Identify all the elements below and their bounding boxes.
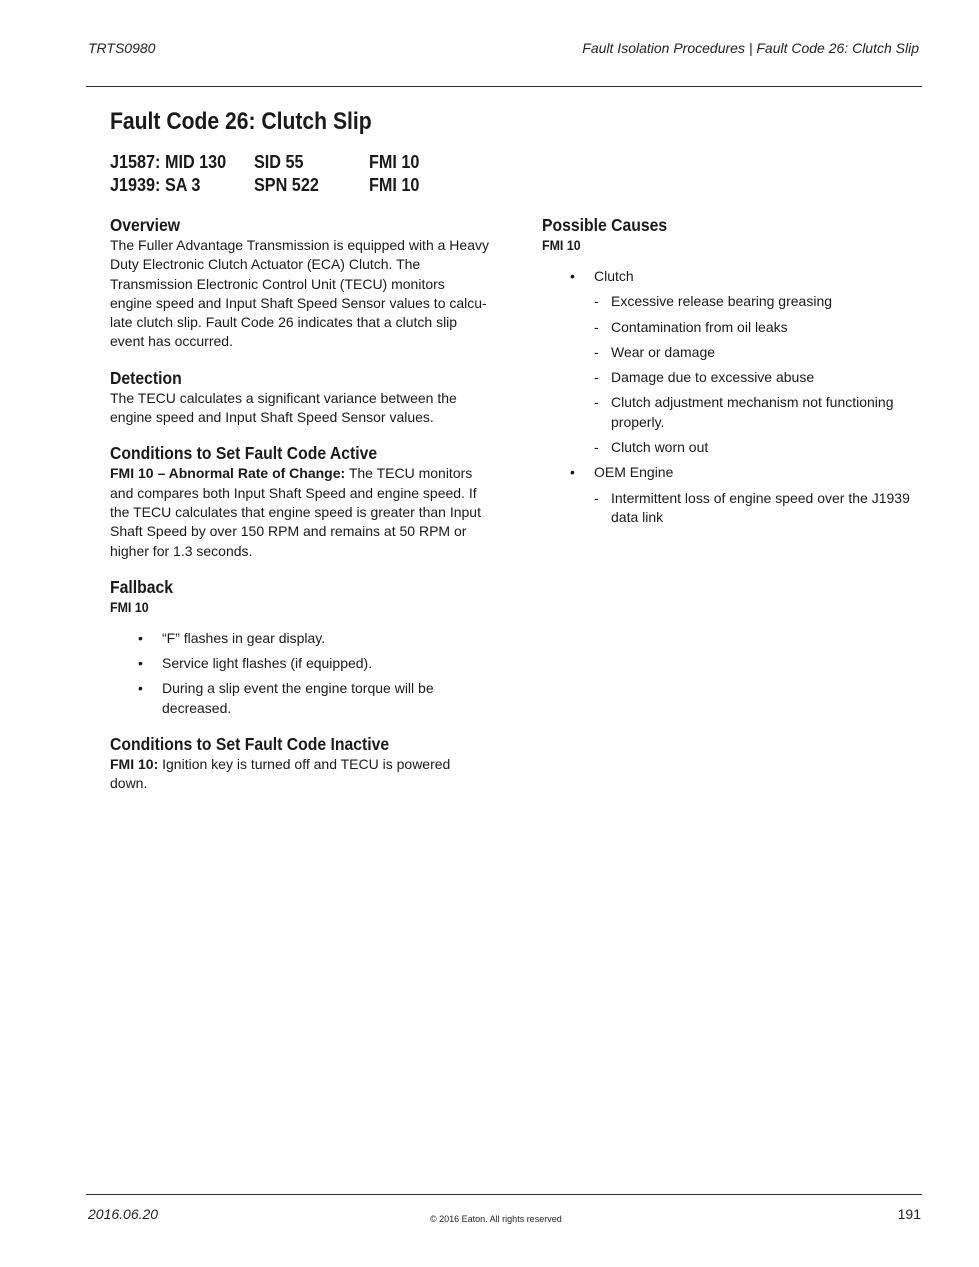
list-item	[594, 292, 922, 311]
list-item	[594, 368, 922, 387]
right-column	[542, 214, 922, 533]
dash-icon: -	[594, 369, 599, 386]
code-cell: J1587: MID 130	[110, 152, 227, 172]
bullet-icon: •	[138, 680, 143, 697]
fallback-section	[110, 576, 490, 718]
inactive-conditions-body: Ignition key is turned off and TECU is powered down.	[110, 756, 451, 792]
inactive-conditions-heading: Conditions to Set Fault Code Inactive	[110, 734, 390, 755]
possible-causes-fmi: FMI 10	[542, 238, 581, 253]
dash-icon: -	[594, 293, 599, 310]
list-item	[542, 267, 922, 457]
detection-section	[110, 367, 490, 428]
list-item-text: “F” flashes in gear display.	[162, 629, 326, 646]
active-conditions-heading: Conditions to Set Fault Code Active	[110, 443, 378, 464]
active-conditions-body: The TECU monitors and compares both Input Shaft Speed and engine speed. If the TECU calculates that engine speed is greater than Input Shaft Speed by over 150 RPM and remains at 50 RPM or higher for 1.3 seconds.	[110, 465, 481, 559]
oem-engine-cause-list	[594, 489, 922, 528]
bullet-icon: •	[570, 464, 575, 481]
fallback-fmi: FMI 10	[110, 599, 149, 615]
list-item-text: Clutch worn out	[611, 439, 709, 456]
bullet-icon: •	[570, 268, 575, 284]
active-conditions-section	[110, 442, 490, 560]
list-item-text: Intermittent loss of engine speed over the J1939 data link	[611, 489, 910, 525]
list-item	[594, 438, 922, 457]
list-item-text: Contamination from oil leaks	[611, 318, 788, 335]
code-cell: FMI 10	[369, 175, 420, 195]
inactive-conditions-section	[110, 733, 490, 794]
overview-section	[110, 214, 490, 352]
page-number: 191	[897, 1206, 921, 1222]
list-item-text: Service light flashes (if equipped).	[162, 655, 373, 672]
fallback-list	[110, 629, 490, 718]
footer-copyright: © 2016 Eaton. All rights reserved	[430, 1214, 562, 1224]
list-item	[110, 679, 490, 718]
active-conditions-lead: FMI 10 – Abnormal Rate of Change:	[110, 465, 346, 482]
list-item	[594, 489, 922, 528]
list-item	[594, 393, 922, 432]
list-item	[110, 654, 490, 673]
fallback-heading: Fallback	[110, 576, 174, 597]
clutch-cause-list	[594, 292, 922, 457]
header-section: Fault Isolation Procedures | Fault Code 26: Clutch Slip	[582, 40, 919, 56]
list-item-text: Excessive release bearing greasing	[611, 293, 833, 310]
code-cell: J1939: SA 3	[110, 175, 201, 195]
detection-text: The TECU calculates a significant variance between the engine speed and Input Shaft Speed Sensor values.	[110, 389, 457, 426]
bullet-icon: •	[138, 629, 143, 646]
cause-group-label: OEM Engine	[594, 464, 674, 481]
code-cell: SPN 522	[254, 175, 319, 195]
header-doc-id: TRTS0980	[88, 40, 156, 56]
active-conditions-text	[110, 464, 490, 560]
dash-icon: -	[594, 439, 599, 456]
list-item	[110, 629, 490, 648]
dash-icon: -	[594, 318, 599, 335]
code-cell: SID 55	[254, 152, 304, 172]
header-rule	[86, 86, 922, 87]
possible-causes-section	[542, 214, 922, 527]
cause-group-label: Clutch	[594, 268, 634, 284]
left-column	[110, 214, 490, 794]
overview-heading: Overview	[110, 215, 181, 235]
possible-causes-heading: Possible Causes	[542, 215, 668, 235]
footer-date: 2016.06.20	[88, 1206, 159, 1222]
page-title: Fault Code 26: Clutch Slip	[110, 108, 372, 135]
list-item	[542, 463, 922, 527]
dash-icon: -	[594, 489, 599, 506]
inactive-conditions-lead: FMI 10:	[110, 756, 159, 773]
list-item-text: Wear or damage	[611, 343, 716, 360]
code-cell: FMI 10	[369, 152, 420, 172]
dash-icon: -	[594, 394, 599, 411]
bullet-icon: •	[138, 655, 143, 672]
list-item-text: Damage due to excessive abuse	[611, 369, 815, 386]
list-item-text: Clutch adjustment mechanism not functioning properly.	[611, 394, 894, 430]
overview-text: The Fuller Advantage Transmission is equipped with a Heavy Duty Electronic Clutch Actuator (ECA) Clutch. The Transmission Electronic Control Unit (TECU) monitors engine speed and Input Shaft Speed Sensor values to calcu-late clutch slip. Fault Code 26 indicates that a clutch slip event has occurred.	[110, 237, 489, 350]
inactive-conditions-text	[110, 755, 490, 794]
list-item	[594, 343, 922, 362]
footer-rule	[86, 1194, 922, 1195]
causes-list	[542, 267, 922, 527]
detection-heading: Detection	[110, 367, 182, 388]
list-item	[594, 318, 922, 337]
list-item-text: During a slip event the engine torque will be decreased.	[162, 680, 434, 716]
dash-icon: -	[594, 343, 599, 360]
